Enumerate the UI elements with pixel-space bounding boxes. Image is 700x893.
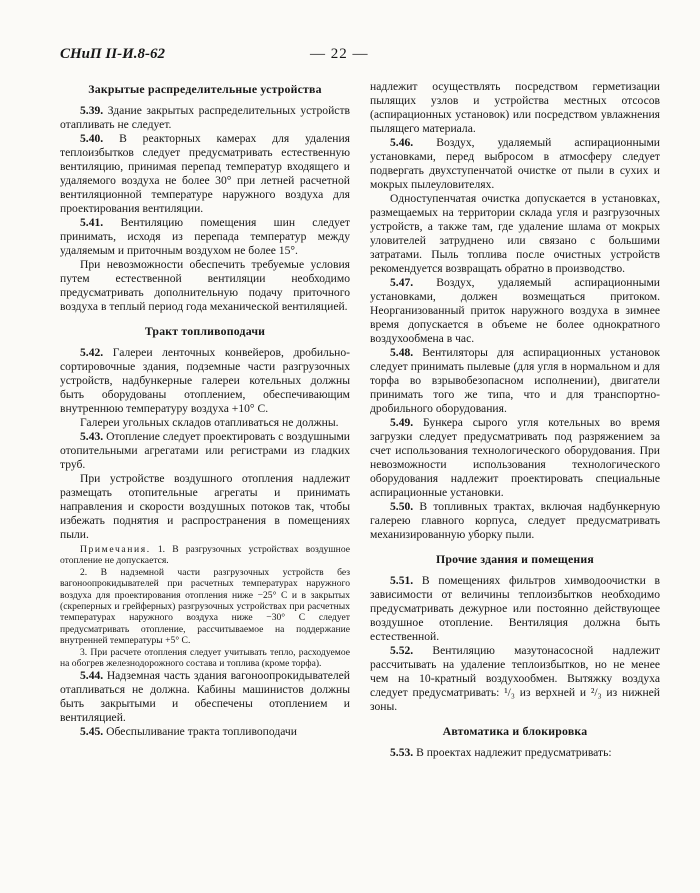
paragraph: При устройстве воздушного отопления надлежит размещать отопительные агрегаты и принимать направления и скорости воздушных потоков так, чтобы избежать поднятия и распространения в помещениях пыли. [60, 472, 350, 541]
paragraph-5-46 [370, 136, 660, 192]
paragraph-text: Отопление следует проектировать с воздушными отопительными агрегатами или регистрами из гладких труб. [60, 430, 350, 471]
paragraph-text: Воздух, удаляемый аспирационными установками, должен возмещаться притоком. Неорганизованный приток наружного воздуха в зимнее время допускается в объеме не более однократного воздухообмена в час. [370, 276, 660, 345]
right-column [370, 80, 660, 760]
text-columns [60, 80, 660, 760]
clause-number: 5.40. [80, 132, 104, 145]
clause-number: 5.39. [80, 104, 104, 117]
paragraph: Галереи угольных складов отапливаться не должны. [80, 416, 339, 429]
clause-number: 5.42. [80, 346, 104, 359]
paragraph-5-51 [370, 574, 660, 644]
section-heading: Автоматика и блокировка [442, 724, 588, 738]
section-heading: Прочие здания и помещения [436, 552, 594, 566]
paragraph-5-50 [370, 500, 660, 542]
clause-number: 5.52. [390, 644, 414, 657]
paragraph-text: Вентиляторы для аспирационных установок следует принимать пылевые (для угля в нормальном и для торфа во взрывобезопасном исполнении), двигатели принимать того же типа, что и для транспортно-дробильного оборудования. [370, 346, 660, 415]
section-heading: Тракт топливоподачи [144, 324, 266, 338]
clause-number: 5.47. [390, 276, 414, 289]
paragraph-5-45 [60, 725, 350, 739]
clause-number: 5.53. [390, 746, 414, 759]
paragraph-5-42 [60, 346, 350, 416]
paragraph-5-41 [60, 216, 350, 258]
clause-number: 5.44. [80, 669, 104, 683]
left-column [60, 80, 350, 760]
paragraph-5-44 [60, 669, 350, 725]
paragraph-5-39 [60, 104, 350, 132]
paragraph-text: В топливных трактах, включая надбункерную галерею главного корпуса, следует предусматривать механизированную уборку пыли. [370, 500, 660, 541]
clause-number: 5.49. [390, 416, 414, 429]
clause-number: 5.45. [80, 725, 104, 739]
clause-number: 5.46. [390, 136, 414, 149]
paragraph-5-52 [370, 644, 660, 714]
notes-block [60, 544, 350, 669]
paragraph-5-48 [370, 346, 660, 416]
clause-number: 5.51. [390, 574, 414, 587]
paragraph-5-43 [60, 430, 350, 472]
paragraph-text: Воздух, удаляемый аспирационными установками, перед выбросом в атмосферу следует подвергать двухступенчатой очистке от пыли в сухих и мокрых пылеуловителях. [370, 136, 660, 191]
paragraph-5-40 [60, 132, 350, 216]
notes-label: Примечания. [80, 544, 151, 555]
document-code: СНиП II-И.8-62 [60, 46, 166, 62]
clause-number: 5.48. [390, 346, 414, 359]
note-2: 2. В надземной части разгрузочных устройств без вагоноопрокидывателей при расчетных температурах наружного воздуха для проектирования отопления ниже −25° С и в закрытых (скреперных и грейферных) разгрузочных устройствах при расчетных температурах наружного воздуха ниже −30° С следует предусматривать отопление, рассчитываемое на поддержание внутренней температуры +5° С. [60, 566, 350, 647]
paragraph-text: Здание закрытых распределительных устройств отапливать не следует. [60, 104, 350, 131]
page-header [60, 46, 660, 72]
paragraph-text: Вентиляцию мазутонасосной надлежит рассчитывать на удаление теплоизбытков, но не менее чем на 10-кратный воздухообмен. Вытяжку воздуха следует предусматривать: ¹/₃ из верхней и ²/₃ из нижней зоны. [370, 644, 661, 713]
paragraph-text: Обеспыливание тракта топливоподачи [106, 725, 297, 739]
paragraph-text: Галереи ленточных конвейеров, дробильно-сортировочные здания, подземные части разгрузочных устройств, надбункерные галереи котельных должны быть оборудованы отоплением, обеспечивающим внутреннюю температуру воздуха +10° С. [60, 346, 350, 415]
paragraph-continued: надлежит осуществлять посредством герметизации пылящих узлов и устройства местных отсосов (аспирационных установок) или посредством увлажнения пылящего материала. [370, 80, 660, 135]
paragraph-5-49 [370, 416, 660, 500]
paragraph: При невозможности обеспечить требуемые условия путем естественной вентиляции необходимо предусматривать дополнительную подачу приточного воздуха в теплый период года механической вентиляцией. [60, 258, 350, 313]
clause-number: 5.43. [80, 430, 104, 443]
clause-number: 5.41. [80, 216, 104, 229]
page-number: — 22 — [310, 46, 369, 62]
paragraph: Одноступенчатая очистка допускается в установках, размещаемых на территории склада угля и разгрузочных устройств, а также там, где удаление шлама от мокрых уловителей затруднено или связано с большими затратами. Пыль топлива после очистных устройств рекомендуется возвращать обратно в производство. [370, 192, 660, 275]
paragraph-5-47 [370, 276, 660, 346]
paragraph-text: В проектах надлежит предусматривать: [416, 746, 612, 759]
note-1 [60, 544, 350, 567]
note-3: 3. При расчете отопления следует учитывать тепло, расходуемое на обогрев железнодорожного состава и топлива (кроме торфа). [60, 646, 350, 670]
paragraph-text: Надземная часть здания вагоноопрокидывателей отапливаться не должна. Кабины машинистов должны быть закрытыми и обеспечены отоплением и вентиляцией. [60, 669, 350, 725]
clause-number: 5.50. [390, 500, 414, 513]
paragraph-text: Бункера сырого угля котельных во время загрузки следует предусматривать под разряжением за счет использования технологического оборудования. При невозможности использования технологического оборудования надлежит проектировать специальные аспирационные установки. [370, 416, 660, 499]
paragraph-text: В помещениях фильтров химводоочистки в зависимости от величины теплоизбытков необходимо предусматривать дежурное или постоянно действующее воздушное отопление. Вентиляция должна быть естественной. [370, 574, 660, 643]
paragraph-5-53 [370, 746, 660, 760]
paragraph-text: Вентиляцию помещения шин следует принимать, исходя из перепада температур между удаляемым и приточным воздухом не более 15°. [60, 216, 350, 257]
paragraph-text: В реакторных камерах для удаления теплоизбытков следует предусматривать естественную вентиляцию, принимая перепад температур входящего и удаляемого воздуха не более 30° при летней расчетной вентиляционной температуре наружного воздуха для проектирования вентиляции. [60, 132, 350, 215]
section-heading: Закрытые распределительные устройства [88, 82, 322, 96]
note-text: 1. В разгрузочных устройствах воздушное отопление не допускается. [60, 544, 350, 567]
